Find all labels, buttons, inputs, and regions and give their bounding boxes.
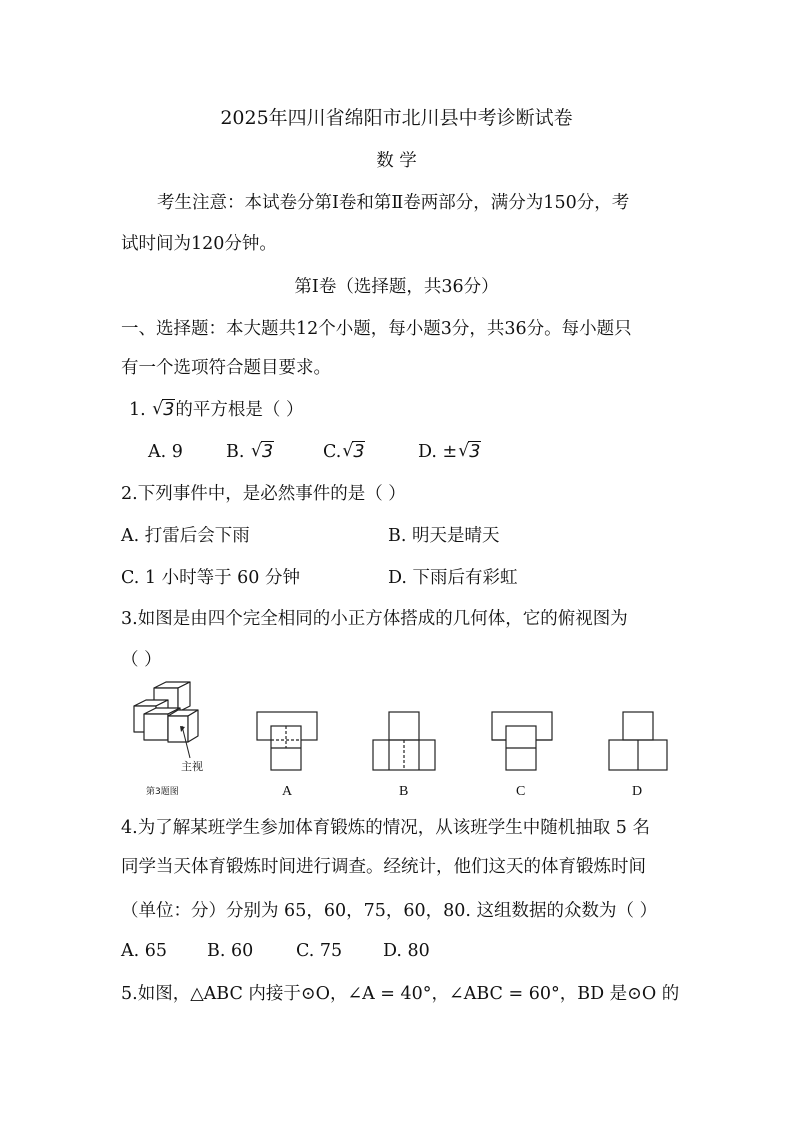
question-1-option-c	[323, 440, 365, 464]
notice-line-1: 考生注意：本试卷分第Ⅰ卷和第Ⅱ卷两部分，满分为150分，考	[157, 193, 630, 213]
front-view-label: 主视	[181, 760, 203, 773]
sqrt-expression: √ 3	[251, 441, 274, 462]
question-4-stem-line-1: 4.为了解某班学生参加体育锻炼的情况，从该班学生中随机抽取 5 名	[121, 818, 650, 838]
question-2-stem: 2.下列事件中，是必然事件的是（ ）	[121, 484, 406, 504]
exam-title: 2025年四川省绵阳市北川县中考诊断试卷	[220, 107, 573, 129]
question-2-option-c: C. 1 小时等于 60 分钟	[121, 568, 300, 588]
option-b-label: B	[399, 784, 409, 799]
option-d-figure	[607, 710, 669, 774]
question-4-option-d: D. 80	[383, 941, 430, 961]
question-1-text: 的平方根是（ ）	[175, 400, 304, 420]
radicand: 3	[353, 442, 365, 462]
option-a-label: A	[282, 784, 293, 799]
question-1-stem	[129, 398, 303, 422]
subject-heading: 数 学	[376, 151, 417, 171]
radicand: 3	[469, 442, 481, 462]
part1-heading: 第Ⅰ卷（选择题，共36分）	[294, 277, 499, 297]
cube-figure	[128, 680, 208, 792]
question-3-stem-line-1: 3.如图是由四个完全相同的小正方体搭成的几何体，它的俯视图为	[121, 609, 628, 629]
option-c-figure	[490, 710, 554, 774]
sqrt-expression: √ 3	[458, 441, 481, 462]
question-2-option-d: D. 下雨后有彩虹	[388, 568, 518, 588]
notice-line-2: 试时间为120分钟。	[121, 234, 277, 254]
section-intro-line-1: 一、选择题：本大题共12个小题，每小题3分，共36分。每小题只	[121, 319, 632, 339]
option-a-figure	[255, 710, 319, 774]
question-1-option-b	[226, 440, 274, 464]
question-2-option-b: B. 明天是晴天	[388, 526, 500, 546]
question-4-option-a: A. 65	[121, 941, 168, 961]
question-4-option-b: B. 60	[207, 941, 254, 961]
option-b-figure	[371, 710, 437, 774]
sqrt-expression: √ 3	[342, 441, 365, 462]
question-2-option-a: A. 打雷后会下雨	[121, 526, 250, 546]
question-4-option-c: C. 75	[296, 941, 343, 961]
question-1-number: 1.	[129, 400, 146, 420]
sqrt-expression: √ 3	[152, 399, 175, 420]
option-c-label: C	[516, 784, 526, 799]
question-4-stem-line-3: （单位：分）分别为 65，60，75，60，80. 这组数据的众数为（ ）	[121, 901, 658, 921]
radicand: 3	[163, 400, 175, 420]
figure-caption: 第3题图	[146, 787, 179, 797]
question-1-option-d	[418, 440, 481, 464]
option-b-prefix: B.	[226, 442, 250, 462]
option-d-prefix: D. ±	[418, 442, 458, 462]
option-c-prefix: C.	[323, 442, 342, 462]
section-intro-line-2: 有一个选项符合题目要求。	[121, 358, 331, 378]
question-3-stem-line-2: （ ）	[121, 650, 162, 670]
question-5-stem-line-1: 5.如图，△ABC 内接于⊙O，∠A = 40°，∠ABC = 60°，BD 是⊙O 的	[121, 984, 680, 1004]
option-d-label: D	[632, 784, 643, 799]
question-1-option-a: A. 9	[148, 442, 183, 462]
radicand: 3	[262, 442, 274, 462]
question-4-stem-line-2: 同学当天体育锻炼时间进行调查。经统计，他们这天的体育锻炼时间	[121, 857, 646, 877]
